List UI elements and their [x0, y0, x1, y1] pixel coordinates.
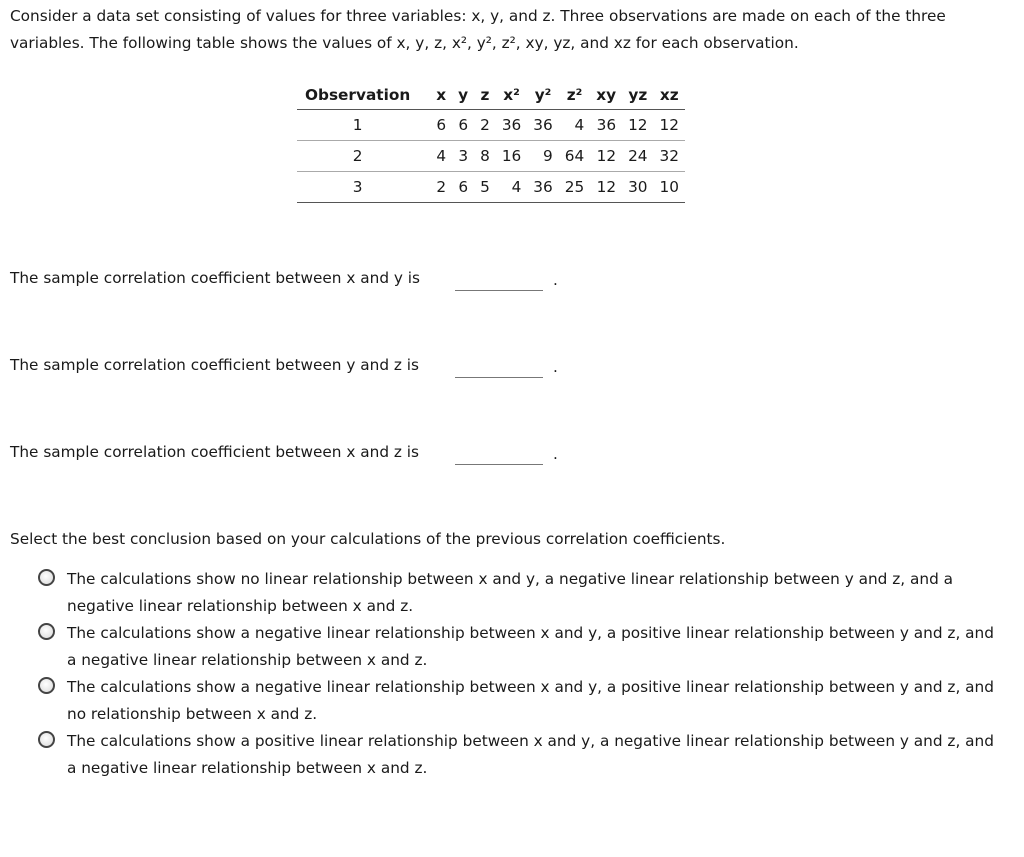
table-cell: 64: [559, 141, 590, 172]
table-cell: 1: [297, 110, 430, 141]
table-cell: 2: [430, 172, 452, 203]
question-xy-label: The sample correlation coefficient between x and y is: [10, 269, 421, 287]
table-cell: 12: [654, 110, 685, 141]
header-y2: y²: [527, 81, 558, 110]
table-cell: 32: [654, 141, 685, 172]
header-x: x: [430, 81, 452, 110]
option-3[interactable]: [38, 674, 1008, 728]
answer-input-xy[interactable]: [455, 268, 543, 291]
radio-button-icon[interactable]: [38, 731, 55, 748]
table-cell: 3: [452, 141, 474, 172]
header-observation: Observation: [297, 81, 430, 110]
answer-input-yz[interactable]: [455, 355, 543, 378]
table-cell: 5: [474, 172, 496, 203]
table-cell: 24: [622, 141, 653, 172]
problem-intro: Consider a data set consisting of values for three variables: x, y, and z. Three observations are made on each of the three variables. The following table shows the values of x, y, z, x², y², z², xy, yz, and xz for each observation.: [10, 7, 946, 52]
table-row: [297, 141, 685, 172]
table-row: [297, 110, 685, 141]
radio-button-icon[interactable]: [38, 623, 55, 640]
table-cell: 6: [452, 110, 474, 141]
option-2-text: The calculations show a negative linear relationship between x and y, a positive linear relationship between y and z, and a negative linear relationship between x and z.: [67, 624, 994, 669]
question-yz-period: .: [553, 358, 558, 376]
option-4[interactable]: [38, 728, 1008, 782]
question-yz-label: The sample correlation coefficient between y and z is: [10, 356, 420, 374]
table-row: [297, 172, 685, 203]
table-cell: 4: [559, 110, 590, 141]
header-z: z: [474, 81, 496, 110]
table-cell: 25: [559, 172, 590, 203]
table-cell: 3: [297, 172, 430, 203]
header-yz: yz: [622, 81, 653, 110]
question-xz-period: .: [553, 445, 558, 463]
header-z2: z²: [559, 81, 590, 110]
table-cell: 12: [590, 141, 622, 172]
table-cell: 9: [527, 141, 558, 172]
conclusion-options: [38, 566, 1008, 782]
table-cell: 6: [452, 172, 474, 203]
option-4-text: The calculations show a positive linear relationship between x and y, a negative linear relationship between y and z, and a negative linear relationship between x and z.: [67, 732, 994, 777]
table-cell: 30: [622, 172, 653, 203]
table-cell: 12: [622, 110, 653, 141]
conclusion-prompt: Select the best conclusion based on your calculations of the previous correlation coefficients.: [10, 530, 726, 548]
answer-input-xz[interactable]: [455, 442, 543, 465]
option-3-text: The calculations show a negative linear relationship between x and y, a positive linear relationship between y and z, and no relationship between x and z.: [67, 678, 994, 723]
data-table: [297, 81, 685, 203]
radio-button-icon[interactable]: [38, 569, 55, 586]
table-cell: 2: [297, 141, 430, 172]
question-xy-period: .: [553, 271, 558, 289]
table-cell: 10: [654, 172, 685, 203]
radio-button-icon[interactable]: [38, 677, 55, 694]
table-cell: 6: [430, 110, 452, 141]
header-y: y: [452, 81, 474, 110]
option-1-text: The calculations show no linear relationship between x and y, a negative linear relationship between y and z, and a negative linear relationship between x and z.: [67, 570, 954, 615]
table-cell: 2: [474, 110, 496, 141]
question-xz-label: The sample correlation coefficient between x and z is: [10, 443, 420, 461]
table-cell: 4: [496, 172, 527, 203]
option-1[interactable]: [38, 566, 1008, 620]
table-cell: 36: [496, 110, 527, 141]
table-cell: 8: [474, 141, 496, 172]
table-cell: 12: [590, 172, 622, 203]
option-2[interactable]: [38, 620, 1008, 674]
table-cell: 4: [430, 141, 452, 172]
header-x2: x²: [496, 81, 527, 110]
table-cell: 36: [527, 172, 558, 203]
table-cell: 36: [527, 110, 558, 141]
header-xz: xz: [654, 81, 685, 110]
table-cell: 36: [590, 110, 622, 141]
header-xy: xy: [590, 81, 622, 110]
table-cell: 16: [496, 141, 527, 172]
table-header-row: [297, 81, 685, 110]
